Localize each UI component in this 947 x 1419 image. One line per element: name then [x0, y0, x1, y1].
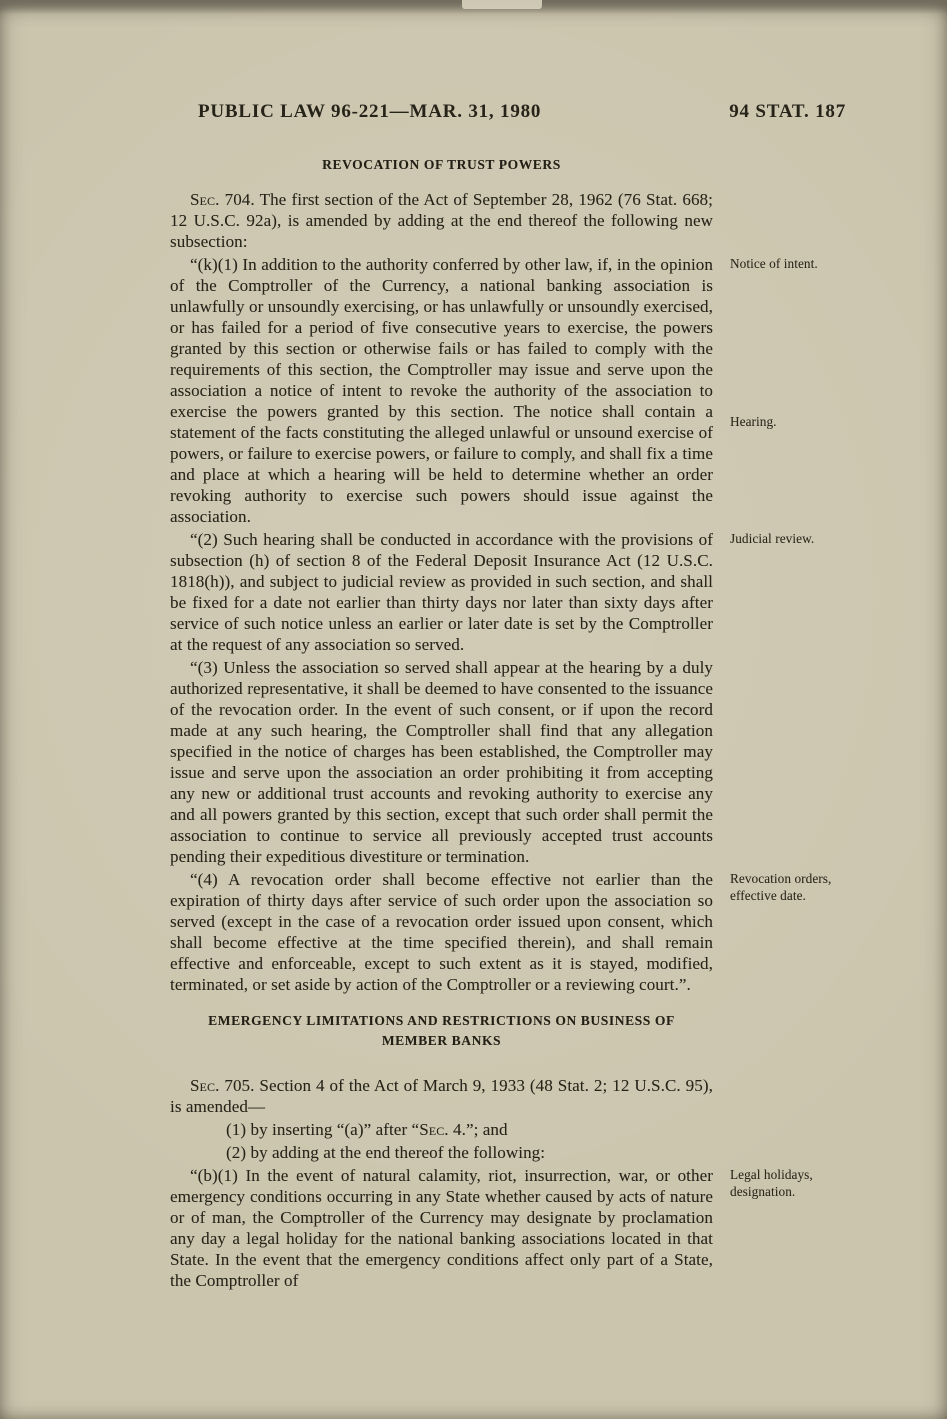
paragraph-sec-704	[170, 189, 713, 252]
margin-note-judicial-review: Judicial review.	[730, 531, 815, 546]
amendment-item-1-post: ”; and	[465, 1120, 508, 1139]
sec-705-text: Section 4 of the Act of March 9, 1933 (48 Stat. 2; 12 U.S.C. 95), is amended—	[170, 1076, 713, 1116]
subsection-4-text: “(4) A revocation order shall become effective not earlier than the expiration of thirty days after service of such order upon the association so served (except in the case of a revocation order issued upon consent, which shall become effective at the time specified therein), and shall remain effective and enforceable, except to such extent as it is stayed, modified, terminated, or set aside by action of the Comptroller or a reviewing court.”.	[170, 870, 713, 994]
statute-body	[170, 155, 832, 1291]
amendment-item-2	[170, 1142, 713, 1163]
sec-704-text: The first section of the Act of September 28, 1962 (76 Stat. 668; 12 U.S.C. 92a), is amended by adding at the end thereof the following new subsection:	[170, 190, 713, 251]
paragraph-sec-705	[170, 1075, 713, 1117]
subsection-k1	[170, 254, 818, 527]
margin-note-revocation-orders: Revocation orders, effective date.	[730, 871, 832, 903]
amendment-item-1-pre: (1) by inserting “(a)” after “	[226, 1120, 420, 1139]
sec-704-label: Sec. 704.	[190, 190, 255, 209]
section-heading-revocation: REVOCATION OF TRUST POWERS	[322, 157, 561, 172]
page-header	[170, 101, 846, 123]
margin-note-legal-holidays: Legal holidays, designation.	[730, 1167, 813, 1199]
subsection-2-text: “(2) Such hearing shall be conducted in accordance with the provisions of subsection (h) of section 8 of the Federal Deposit Insurance Act (12 U.S.C. 1818(h)), and subject to judicial review as provided in such section, and shall be fixed for a date not earlier than thirty days nor later than sixty days after service of such notice unless an earlier or later date is set by the Comptroller at the request of any association so served.	[170, 530, 713, 654]
section-heading-emergency: EMERGENCY LIMITATIONS AND RESTRICTIONS ON BUSINESS OF MEMBER BANKS	[208, 1013, 675, 1048]
subsection-b1-text: “(b)(1) In the event of natural calamity, riot, insurrection, war, or other emergency conditions occurring in any State whether caused by acts of nature or of man, the Comptroller of the Currency may designate by proclamation any day a legal holiday for the national banking associations located in that State. In the event that the emergency conditions affect only part of a State, the Comptroller of	[170, 1166, 713, 1290]
margin-note-hearing: Hearing.	[730, 414, 777, 429]
law-title: PUBLIC LAW 96-221—MAR. 31, 1980	[198, 101, 542, 122]
subsection-3-text: “(3) Unless the association so served shall appear at the hearing by a duly authorized representative, it shall be deemed to have consented to the issuance of the revocation order. In the event of such consent, or if upon the record made at any such hearing, the Comptroller shall find that any allegation specified in the notice of charges has been established, the Comptroller may issue and serve upon the association an order prohibiting it from accepting any new or additional trust accounts and revoking authority to exercise any and all powers granted by this section, except that such order shall permit the association to continue to service all previously accepted trust accounts pending their expeditious divestiture or termination.	[170, 658, 713, 866]
subsection-3	[170, 657, 713, 867]
subsection-2	[170, 529, 815, 655]
amendment-item-1-smallcaps: Sec. 4.	[419, 1120, 466, 1139]
subsection-b1	[170, 1165, 813, 1291]
margin-note-notice-of-intent: Notice of intent.	[730, 256, 818, 271]
amendment-item-1	[170, 1119, 713, 1140]
sec-705-label: Sec. 705.	[190, 1076, 255, 1095]
stat-page-number: 94 STAT. 187	[729, 101, 846, 122]
subsection-4	[170, 869, 832, 995]
subsection-k1-text: “(k)(1) In addition to the authority conferred by other law, if, in the opinion of the Comptroller of the Currency, a national banking association is unlawfully or unsoundly exercising, or has unlawfully or unsoundly exercised, or has failed for a period of five consecutive years to exercise, the powers granted by this section or otherwise fails or has failed to comply with the requirements of this section, the Comptroller may issue and serve upon the association a notice of intent to revoke the authority of the association to exercise the powers granted by this section. The notice shall contain a statement of the facts constituting the alleged unlawful or unsound exercise of powers, or failure to exercise powers, or failure to comply, and shall fix a time and place at which a hearing will be held to determine whether an order revoking authority to exercise such powers should issue against the association.	[170, 255, 713, 526]
scan-edge-notch	[462, 0, 542, 9]
amendment-item-2-text: (2) by adding at the end thereof the following:	[226, 1143, 546, 1162]
